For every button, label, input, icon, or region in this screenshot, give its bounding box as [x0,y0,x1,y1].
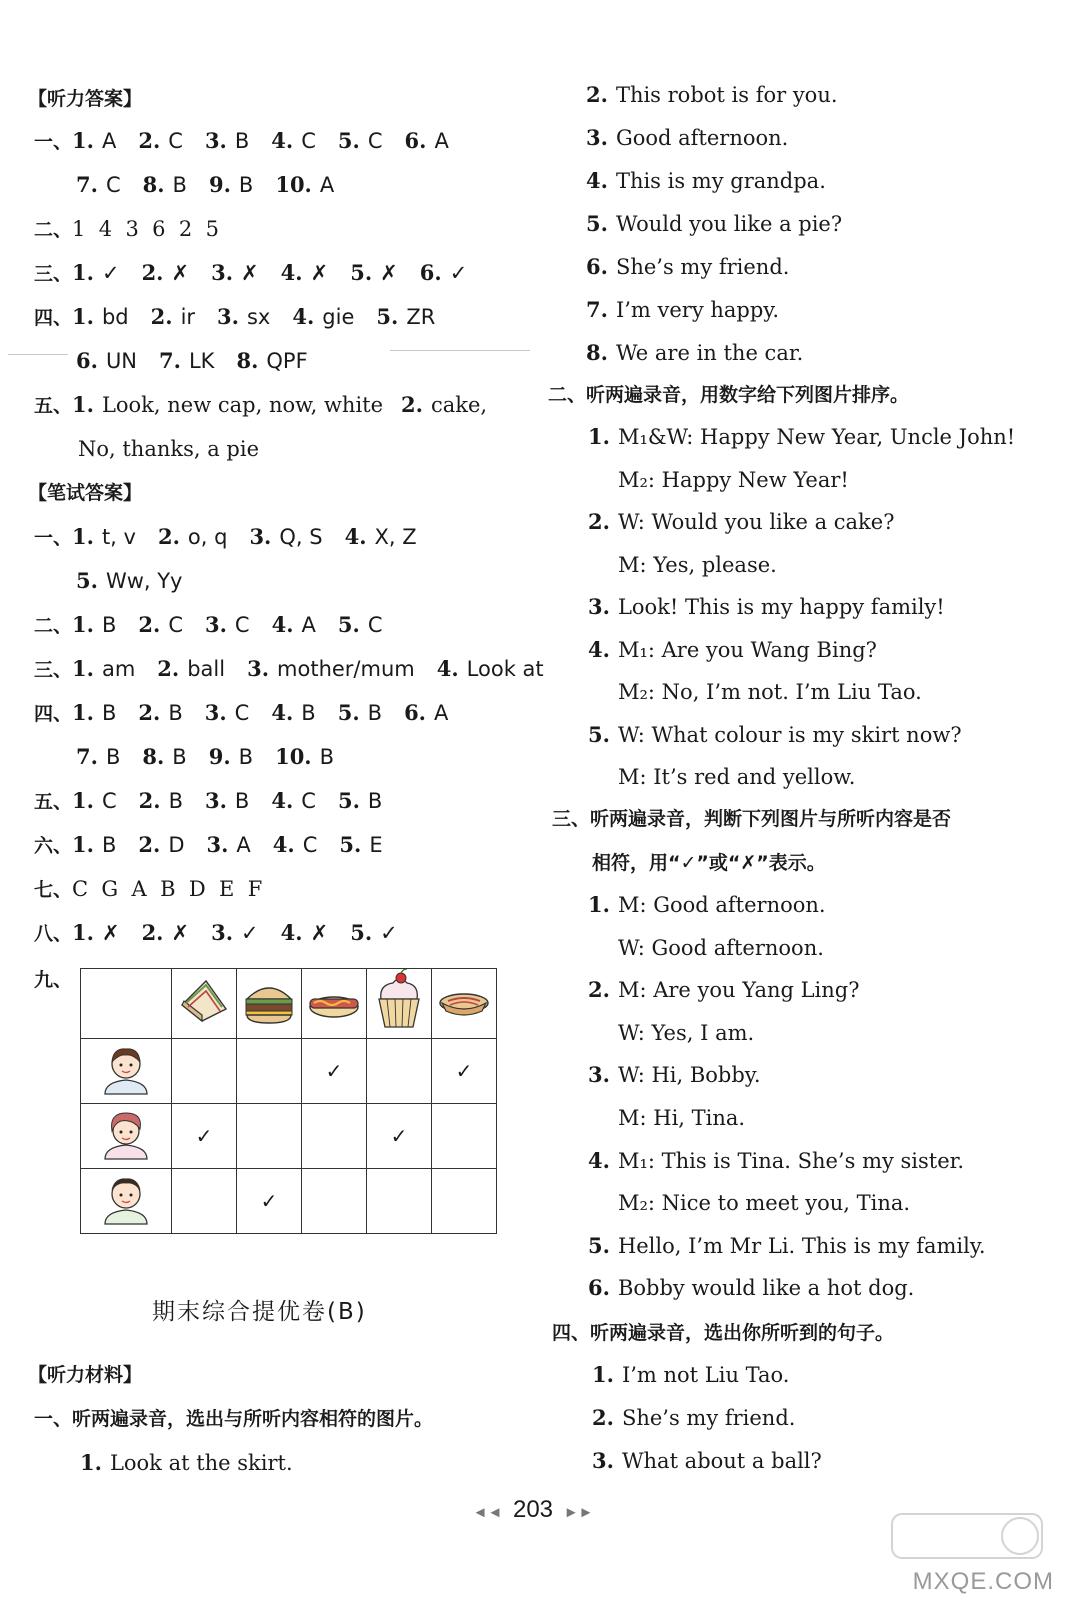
list-item [618,550,777,580]
table-row-header [81,1039,172,1104]
divider [8,354,68,355]
item-number: 4. [588,636,610,662]
item-number: 8. [142,172,165,197]
answer-text: B [367,701,383,725]
item-text: M₁: Are you Wang Bing? [617,637,877,662]
table-cell: ✓ [367,1104,432,1169]
table-cell: ✓ [432,1039,497,1104]
list-item [618,465,849,495]
item-number: 9. [208,172,231,197]
item-text: M: Hi, Tina. [618,1106,746,1130]
item-number: 1. [72,656,94,681]
item-number: 3. [588,1062,610,1088]
answer-text: A [301,613,316,637]
question-heading: 一、听两遍录音，选出与所听内容相符的图片。 [34,1408,434,1430]
answer-text: gie [322,305,355,329]
item-number: 2. [150,304,173,329]
item-number: 3. [211,920,234,945]
question-heading: 二、听两遍录音，用数字给下列图片排序。 [548,384,910,406]
item-number: 3. [204,612,227,637]
item-text: We are in the car. [615,341,804,365]
item-text: M: Good afternoon. [617,893,826,917]
answer-row [34,874,262,905]
item-text: I’m very happy. [615,298,780,322]
item-number: 4. [271,700,294,725]
item-number: 4. [271,788,294,813]
answer-row [34,786,404,817]
item-number: 7. [159,348,181,373]
answer-text: ir [180,305,196,329]
list-item [588,1060,761,1090]
item-number: 2. [138,700,161,725]
sandwich-icon [176,975,232,1027]
item-number: 5. [337,612,360,637]
item-number: 4. [436,656,459,681]
table-cell [237,1104,302,1169]
item-number: 2. [157,524,180,549]
answer-text: B [101,613,117,637]
list-item [588,592,945,622]
item-text: M: Yes, please. [618,552,777,577]
answer-row: No, thanks, a pie [78,437,260,461]
answer-text: LK [188,349,215,373]
table-cell [367,1039,432,1104]
answer-text: ✗ [171,261,190,285]
table-header-cell [367,969,432,1039]
item-number: 3. [211,260,234,285]
item-number: 8. [142,744,165,769]
answer-text: A [434,701,449,725]
answer-text: B [319,745,335,769]
table-row [81,1039,497,1104]
item-text: What about a ball? [621,1449,822,1473]
answer-text: C [301,789,316,813]
list-item [586,166,826,196]
divider [390,350,530,351]
question-heading: 相符，用“✓”或“✗”表示。 [592,852,826,874]
answer-text: B [101,701,117,725]
answer-text: C [234,613,250,637]
list-item [618,762,855,792]
answer-text: C G A B D E F [72,877,263,901]
answer-text: C [234,701,250,725]
item-number: 6. [76,348,98,373]
section-number: 六、 [34,835,73,857]
item-number: 6. [404,700,426,725]
answer-text: B [101,833,117,857]
answer-text: o, q [187,525,228,549]
item-number: 3. [217,304,239,329]
answer-text: Ww, Yy [105,569,183,593]
answer-row [34,610,405,641]
answer-text: B [238,745,254,769]
item-number: 3. [204,788,227,813]
item-number: 2. [141,920,164,945]
item-number: 1. [72,392,94,417]
table-header-row [81,969,497,1039]
item-text: Hello, I’m Mr Li. This is my family. [617,1233,986,1258]
item-number: 10. [275,744,312,769]
answer-text: A [101,129,117,153]
section-number: 五、 [34,791,73,813]
answer-text: ✓ [449,261,468,285]
item-number: 2. [586,82,608,107]
answer-text: ✗ [101,921,120,945]
item-text: W: Good afternoon. [618,935,824,960]
table-header-cell [172,969,237,1039]
list-item [588,720,962,750]
section-number: 八、 [34,923,73,945]
item-number: 6. [404,128,427,153]
listening-answers-header: 【听力答案】 [28,88,143,110]
item-number: 8. [236,348,259,373]
item-text: W: Yes, I am. [618,1020,755,1045]
item-number: 4. [272,832,295,857]
boy-icon [99,1172,153,1226]
table-row-header [81,1169,172,1234]
answer-text: B [301,701,316,725]
watermark-text: MXQE.COM [912,1568,1054,1595]
answer-text: B [172,173,187,197]
answer-text: Look at [466,657,544,681]
item-text: W: Would you like a cake? [617,510,895,534]
answer-text: ✗ [310,261,329,285]
table-cell [432,1104,497,1169]
answer-row [76,742,356,772]
item-number: 4. [280,260,303,285]
item-number: 6. [588,1275,610,1301]
item-number: 3. [206,832,229,857]
item-number: 5. [586,211,608,236]
answer-text: ball [187,657,226,681]
table-cell [302,1169,367,1234]
answer-row [34,258,489,289]
item-number: 5. [350,260,373,285]
item-number: 5. [337,788,360,813]
answer-row [34,654,566,685]
item-number: 1. [80,1450,102,1475]
item-text: M₁: This is Tina. She’s my sister. [617,1148,965,1173]
list-item [618,933,824,963]
answer-text: A [434,129,449,153]
table-row-header [81,1104,172,1169]
answer-text: Q, S [279,525,323,549]
list-item [588,635,877,665]
item-number: 2. [141,260,164,285]
pie-icon [436,975,492,1027]
section-number: 一、 [34,527,73,549]
answer-text: B [168,701,183,725]
list-item [588,1146,964,1176]
list-item [586,338,803,368]
item-number: 5. [337,128,360,153]
item-number: 1. [588,892,610,917]
answer-row [34,302,457,333]
food-preference-table [80,968,497,1234]
answer-row [76,566,204,596]
answer-text: A [319,173,335,197]
item-text: Look! This is my happy family! [617,595,945,619]
list-item [586,252,789,282]
answer-text: D [168,833,185,857]
section-number: 四、 [34,307,73,329]
table-cell [237,1039,302,1104]
section-number: 二、 [34,615,73,637]
answer-row [34,918,420,949]
item-number: 1. [592,1362,614,1387]
answer-text: B [234,129,250,153]
boy-icon [99,1042,153,1096]
answer-text: ✓ [380,921,398,945]
item-number: 3. [592,1448,614,1473]
answer-text: ✓ [241,921,259,945]
table-cell [172,1039,237,1104]
item-number: 3. [204,128,227,153]
item-number: 4. [586,168,608,193]
item-number: 7. [76,172,98,197]
list-item [618,677,922,707]
section-number: 五、 [34,395,73,417]
item-number: 2. [138,128,161,153]
item-text: Bobby would like a hot dog. [617,1276,915,1301]
item-text: M: It’s red and yellow. [618,765,856,789]
item-number: 4. [280,920,303,945]
item-number: 1. [72,612,94,637]
answer-text: B [168,789,183,813]
section-number: 二、 [34,219,73,241]
item-number: 2. [588,977,610,1003]
list-item [586,123,788,153]
answer-text: C [101,789,117,813]
item-number: 5. [76,568,98,593]
table-cell: ✓ [237,1169,302,1234]
item-number: 2. [138,788,161,813]
section-number: 七、 [34,879,73,901]
answer-text: C [302,833,318,857]
item-number: 7. [76,744,98,769]
item-number: 1. [72,524,94,549]
answer-text: E [369,833,383,857]
table-corner-cell [81,969,172,1039]
item-number: 2. [157,656,180,681]
answer-text: B [238,173,254,197]
item-number: 1. [72,832,94,857]
answer-text: B [234,789,250,813]
answer-row [76,346,330,376]
answer-text: ✗ [171,921,190,945]
item-text: M₂: Nice to meet you, Tina. [618,1191,911,1216]
table-cell: ✓ [302,1039,367,1104]
answer-text: C [168,129,183,153]
item-number: 6. [586,254,608,279]
section-number: 四、 [34,703,73,725]
hot-dog-icon [306,975,362,1027]
answer-text: B [172,745,187,769]
list-item [592,1446,822,1476]
answer-row [34,214,219,245]
answer-text: am [101,657,136,681]
answer-text: t, v [101,525,136,549]
item-number: 1. [72,128,94,153]
table-cell [172,1169,237,1234]
answer-text: mother/mum [277,657,415,681]
item-text: I’m not Liu Tao. [621,1363,790,1387]
table-header-cell [302,969,367,1039]
answer-row [76,170,356,200]
item-number: 5. [350,920,373,945]
item-text: This robot is for you. [615,83,838,107]
list-item [618,1188,910,1218]
hamburger-icon [241,975,297,1027]
answer-text: C [367,129,383,153]
item-number: 3. [204,700,227,725]
answer-text: sx [246,305,271,329]
list-item [588,890,826,920]
answer-text: ✗ [241,261,259,285]
item-number: 10. [275,172,312,197]
item-number: 5. [376,304,399,329]
item-text: She’s my friend. [615,255,790,279]
section-number: 九、 [34,969,73,991]
listening-material-header: 【听力材料】 [28,1364,143,1386]
question-heading: 三、听两遍录音，判断下列图片与所听内容是否 [552,808,952,830]
answer-text: UN [105,349,138,373]
section-number: 三、 [34,659,73,681]
item-number: 4. [344,524,367,549]
item-number: 7. [586,297,608,322]
item-number: 5. [588,721,610,747]
item-number: 8. [586,340,608,365]
answer-row [34,390,487,421]
answer-text: C [301,129,316,153]
cupcake-icon [371,969,427,1033]
paper-b-title: 期末综合提优卷(B) [152,1299,367,1325]
page-number: 203 [512,1496,554,1523]
list-item [588,1273,914,1303]
item-number: 1. [72,788,94,813]
item-number: 4. [292,304,315,329]
answer-text: ZR [406,305,436,329]
item-number: 9. [208,744,231,769]
list-item [586,295,779,325]
list-item [592,1403,795,1433]
item-number: 4. [271,612,294,637]
table-cell [432,1169,497,1234]
prev-arrows-icon: ◄◄ [472,1504,503,1521]
answer-row [34,126,471,157]
answer-text: B [367,789,383,813]
answer-text: A [236,833,251,857]
item-number: 2. [401,392,423,417]
section-number: 一、 [34,131,73,153]
answer-row [34,830,405,861]
list-item [618,1103,745,1133]
answer-text: bd [101,305,129,329]
item-number: 5. [337,700,360,725]
item-text: W: Hi, Bobby. [617,1063,761,1088]
item-text: Good afternoon. [615,126,789,150]
item-number: 1. [72,260,94,285]
answer-text: ✗ [380,261,398,285]
table-row [81,1169,497,1234]
next-arrows-icon: ►► [563,1504,594,1521]
item-number: 4. [271,128,294,153]
item-text: She’s my friend. [621,1406,796,1430]
item-text: Would you like a pie? [615,212,843,236]
list-item [586,209,842,239]
answer-text: cake, [430,393,488,417]
answer-text: ✗ [310,921,329,945]
list-item [588,975,860,1005]
item-number: 2. [138,832,161,857]
list-item [588,1231,986,1261]
item-text: M₂: Happy New Year! [618,467,849,492]
girl-icon [99,1107,153,1161]
answer-text: B [105,745,121,769]
item-number: 1. [72,920,94,945]
list-item [592,1360,790,1390]
answer-text: X, Z [374,525,417,549]
table-cell: ✓ [172,1104,237,1169]
answer-text: 1 4 3 6 2 5 [72,217,219,241]
item-number: 2. [588,509,610,534]
item-text: This is my grandpa. [615,169,826,193]
item-text: M₂: No, I’m not. I’m Liu Tao. [618,680,922,704]
table-header-cell [432,969,497,1039]
item-text: M₁&W: Happy New Year, Uncle John! [617,425,1016,449]
item-number: 2. [138,612,161,637]
list-item [80,1448,293,1478]
item-text: M: Are you Yang Ling? [617,978,860,1003]
answer-text: C [168,613,183,637]
table-cell [367,1169,432,1234]
list-item [588,507,894,537]
table-row [81,1104,497,1169]
item-number: 5. [588,1232,610,1258]
answer-row [34,522,439,553]
item-number: 1. [72,304,94,329]
item-number: 3. [249,524,272,549]
list-item [618,1018,754,1048]
item-number: 3. [588,594,610,619]
item-number: 1. [588,424,610,449]
list-item [586,80,838,110]
item-number: 6. [419,260,442,285]
item-number: 5. [339,832,362,857]
table-cell [302,1104,367,1169]
item-number: 1. [72,700,94,725]
item-number: 2. [592,1405,614,1430]
item-number: 3. [247,656,270,681]
answer-row [34,964,72,995]
answer-text: ✓ [101,261,120,285]
question-heading: 四、听两遍录音，选出你所听到的句子。 [552,1322,895,1344]
answer-text: C [105,173,121,197]
item-text: Look at the skirt. [109,1451,293,1475]
written-answers-header: 【笔试答案】 [28,482,143,504]
answer-row [34,698,470,729]
answer-text: QPF [266,349,308,373]
item-text: W: What colour is my skirt now? [617,722,962,747]
section-number: 三、 [34,263,73,285]
answer-text: Look, new cap, now, white [101,393,384,417]
list-item [588,422,1015,452]
item-number: 3. [586,125,608,150]
item-number: 4. [588,1147,610,1173]
table-header-cell [237,969,302,1039]
answer-text: C [367,613,383,637]
